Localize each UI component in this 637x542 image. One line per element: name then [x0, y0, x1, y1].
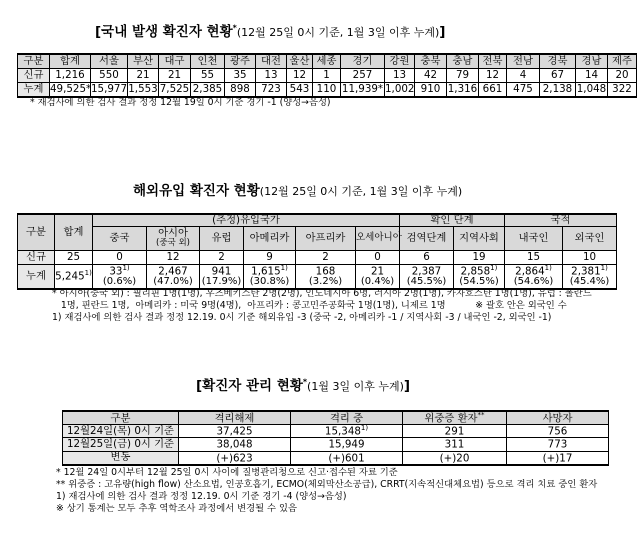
cumulative-percent: (47.0%) [153, 276, 193, 288]
domestic-value-cell: 12 [479, 69, 507, 83]
imported-header-europe: 유럽 [200, 226, 244, 250]
domestic-header-cell: 전북 [479, 54, 507, 69]
cumulative-count: 2,467 [158, 265, 188, 278]
imported-cumulative-cell [147, 264, 200, 289]
management-table [62, 410, 609, 466]
management-value-cell [291, 451, 403, 465]
header-label: 구분 [110, 412, 131, 425]
imported-new-value-cell: 0 [93, 250, 147, 264]
management-note-line: * 12월 24일 0시부터 12월 25일 0시 사이에 질병관리청으로 신고·접수된 자료 기준 [56, 467, 398, 478]
cumulative-count: 33 [109, 265, 123, 278]
value: 311 [444, 438, 465, 451]
imported-new-value-cell: 10 [563, 250, 617, 264]
cumulative-count: 2,381 [571, 265, 601, 278]
management-row-label: 12월25일(금) 0시 기준 [63, 438, 179, 451]
domestic-value-cell: 475 [507, 83, 540, 98]
domestic-value-cell: 7,525 [159, 83, 190, 96]
management-header-cell [179, 411, 291, 425]
imported-cumulative-cell [200, 264, 244, 289]
imported-cumulative-cell [505, 264, 563, 289]
management-notes [56, 467, 597, 515]
management-value-cell [507, 425, 609, 438]
domestic-header-cell: 합계 [50, 54, 91, 69]
header-label: 사망자 [542, 412, 573, 425]
management-header-cell [291, 411, 403, 425]
imported-cumulative-cell [356, 264, 400, 289]
domestic-value-cell: 910 [415, 83, 447, 98]
value: 15,348 [324, 425, 361, 438]
imported-notes [52, 288, 592, 324]
footnote-mark: 1) [280, 264, 288, 273]
imported-new-value-cell: 9 [244, 250, 296, 264]
imported-header-foreign: 외국인 [563, 226, 617, 250]
domestic-value-cell: 79 [447, 69, 479, 83]
cumulative-count: 21 [370, 265, 385, 278]
management-header-cell [63, 411, 179, 425]
management-value-cell [507, 451, 609, 465]
cumulative-count: 941 [211, 265, 232, 278]
imported-new-value-cell: 19 [454, 250, 505, 264]
header-label: 격리해제 [214, 412, 255, 425]
management-value-cell [179, 438, 291, 451]
imported-new-value-cell: 2 [200, 250, 244, 264]
imported-header-quarantine: 검역단계 [400, 226, 454, 250]
management-row [63, 451, 609, 465]
imported-cumulative-cell [244, 264, 296, 289]
domestic-value-cell: 13 [385, 69, 415, 83]
imported-cumulative-cell [454, 264, 505, 289]
domestic-value-cell: 1 [313, 69, 341, 83]
value: 38,048 [216, 438, 253, 451]
domestic-value-cell: 2,138 [540, 83, 576, 98]
cumulative-count: 2,858 [460, 265, 491, 278]
domestic-table [17, 53, 637, 98]
imported-note-line: 1) 재검사에 의한 검사 결과 정정 12.19. 0시 기준 해외유입 -3 (중국 -2, 아메리카 -1 / 지역사회 -3 / 내국인 -2, 외국인 -1) [52, 312, 552, 323]
domestic-value-cell: 1,553 [128, 83, 158, 96]
value: 773 [547, 438, 568, 451]
domestic-value-cell: 12 [287, 69, 313, 83]
domestic-value-cell: 1,048 [576, 83, 607, 96]
value: (+)17 [542, 452, 573, 465]
imported-header-korean: 내국인 [505, 226, 563, 250]
domestic-value-cell: 35 [225, 69, 256, 83]
domestic-value-cell: 110 [313, 83, 341, 98]
imported-header-group: 구분 [18, 214, 55, 250]
imported-header-oceania: 오세아니아 [356, 226, 400, 250]
imported-header-total: 합계 [55, 214, 93, 250]
imported-header-nationality: 국적 [505, 214, 617, 226]
footnote-mark: 1) [490, 264, 498, 273]
cumulative-percent: (54.5%) [459, 276, 499, 288]
management-value-cell [403, 438, 507, 451]
value: 37,425 [216, 425, 253, 438]
domestic-value-cell: 13 [256, 69, 287, 83]
management-value-cell [403, 451, 507, 465]
imported-header-estimated-country: (추정)유입국가 [93, 214, 400, 226]
imported-header-asia: 아시아 (중국 외) [147, 226, 200, 250]
domestic-value-cell: 723 [256, 83, 287, 98]
management-value-cell [291, 438, 403, 451]
cumulative-percent: (45.5%) [406, 276, 447, 288]
domestic-value-cell: 42 [415, 69, 447, 83]
cumulative-count: 168 [315, 265, 336, 278]
domestic-value-cell: 67 [540, 69, 576, 83]
domestic-value-cell: 4 [507, 69, 540, 83]
cumulative-percent: (0.4%) [360, 276, 395, 288]
management-value-cell [507, 438, 609, 451]
imported-header-america: 아메리카 [244, 226, 296, 250]
cumulative-percent: (54.6%) [513, 276, 554, 288]
domestic-value-cell: 257 [341, 69, 385, 83]
domestic-title: [국내 발생 확진자 현황*(12월 25일 0시 기준, 1월 3일 이후 누계)] [95, 23, 446, 40]
cumulative-count: 5,245 [55, 270, 85, 283]
imported-table [17, 213, 617, 290]
domestic-value-cell: 21 [159, 69, 191, 83]
cumulative-count: 1,615 [251, 265, 281, 278]
management-row [63, 438, 609, 451]
domestic-header-cell: 전남 [507, 54, 540, 69]
domestic-value-cell: 20 [608, 69, 637, 83]
domestic-cumulative-row [18, 83, 637, 98]
domestic-header-cell: 서울 [91, 54, 128, 69]
domestic-header-cell: 부산 [128, 54, 159, 69]
imported-new-value-cell: 0 [356, 250, 400, 264]
domestic-header-cell: 광주 [225, 54, 256, 69]
domestic-value-cell: 1,002 [385, 83, 415, 96]
value: 756 [547, 425, 568, 438]
management-note-line: 1) 재검사에 의한 검사 결과 정정 12.19. 0시 기준 경기 -4 (양성→음성) [56, 491, 347, 502]
domestic-header-row [18, 54, 637, 69]
imported-new-row [18, 250, 617, 264]
domestic-value-cell: 49,525* [50, 83, 92, 96]
management-header-cell [507, 411, 609, 425]
domestic-value-cell: 21 [128, 69, 159, 83]
imported-note-line: * 아시아(중국 외) : 필리핀 1명(1명), 우즈베키스탄 2명(2명), 인도네시아 6명, 러시아 2명(1명), 카자흐스탄 1명(1명), 유럽 : 폴란드 [52, 288, 592, 299]
cumulative-count: 2,864 [515, 265, 545, 278]
domestic-header-cell: 대구 [159, 54, 191, 69]
domestic-value-cell: 661 [479, 83, 507, 98]
domestic-header-cell: 세종 [313, 54, 341, 69]
domestic-header-cell: 구분 [18, 54, 50, 69]
domestic-value-cell: 11,939* [341, 83, 384, 96]
management-value-cell [403, 425, 507, 438]
domestic-header-cell: 강원 [385, 54, 415, 69]
domestic-note: * 재검사에 의한 검사 결과 정정 12월 19일 0시 기준 경기 -1 (양성→음성) [30, 97, 331, 108]
imported-header-china: 중국 [93, 226, 147, 250]
cumulative-percent: (30.8%) [249, 276, 290, 288]
domestic-value-cell: 2,385 [191, 83, 225, 98]
management-row-label: 변동 [63, 451, 179, 465]
imported-cumulative-cell [93, 264, 147, 289]
management-value-cell [179, 451, 291, 465]
management-row [63, 425, 609, 438]
imported-header-local: 지역사회 [454, 226, 505, 250]
management-row-label: 12월24일(목) 0시 기준 [63, 425, 179, 438]
cumulative-percent: (0.6%) [102, 276, 137, 288]
domestic-header-cell: 경북 [540, 54, 576, 69]
value: (+)623 [216, 452, 253, 465]
value: 291 [444, 425, 465, 438]
domestic-value-cell: 322 [608, 83, 637, 98]
imported-new-value-cell: 25 [55, 250, 93, 264]
domestic-value-cell: 14 [576, 69, 608, 83]
domestic-header-cell: 경남 [576, 54, 608, 69]
management-value-cell [291, 425, 403, 438]
header-label: 격리 중 [329, 412, 364, 425]
imported-cumulative-cell [563, 264, 617, 289]
domestic-new-row [18, 69, 637, 83]
imported-note-line: 1명, 핀란드 1명, 아메리카 : 미국 9명(4명), 아프리카 : 콩고민주공화국 1명(1명), 니제르 1명 ※ 괄호 안은 외국인 수 [52, 300, 567, 311]
domestic-value-cell: 15,977 [91, 83, 128, 96]
imported-header-confirmation-stage: 확인 단계 [400, 214, 505, 226]
cumulative-percent: (45.4%) [569, 276, 610, 288]
footnote-mark: ** [477, 411, 485, 419]
imported-new-value-cell: 2 [296, 250, 356, 264]
domestic-header-cell: 인천 [191, 54, 225, 69]
domestic-header-cell: 충북 [415, 54, 447, 69]
management-header-row [63, 411, 609, 425]
footnote-mark: 1) [84, 269, 92, 278]
domestic-value-cell: 55 [191, 69, 225, 83]
imported-new-label: 신규 [18, 250, 55, 264]
domestic-header-cell: 충남 [447, 54, 479, 69]
domestic-value-cell: 543 [287, 83, 313, 98]
imported-title: 해외유입 확진자 현황(12월 25일 0시 기준, 1월 3일 이후 누계) [133, 183, 463, 199]
imported-header-africa: 아프리카 [296, 226, 356, 250]
imported-cumulative-cell [400, 264, 454, 289]
value: (+)601 [328, 452, 365, 465]
imported-cumulative-row [18, 264, 617, 289]
imported-new-value-cell: 12 [147, 250, 200, 264]
imported-new-value-cell: 15 [505, 250, 563, 264]
imported-new-value-cell: 6 [400, 250, 454, 264]
footnote-mark: 1) [122, 264, 130, 273]
imported-cumulative-cell [55, 264, 93, 289]
cumulative-count: 2,387 [411, 265, 442, 278]
value: 15,949 [328, 438, 365, 451]
domestic-header-cell: 울산 [287, 54, 313, 69]
domestic-header-cell: 제주 [608, 54, 637, 69]
domestic-value-cell: 550 [91, 69, 128, 83]
footnote-mark: 1) [600, 264, 608, 273]
domestic-row-label: 누계 [18, 83, 50, 98]
domestic-value-cell: 898 [225, 83, 256, 98]
domestic-header-cell: 대전 [256, 54, 287, 69]
management-title: [확진자 관리 현황*(1월 3일 이후 누계)] [196, 377, 411, 394]
footnote-mark: 1) [544, 264, 552, 273]
cumulative-percent: (3.2%) [308, 276, 343, 288]
footnote-mark: 1) [360, 424, 369, 433]
imported-cumulative-cell [296, 264, 356, 289]
domestic-value-cell: 1,216 [50, 69, 91, 83]
cumulative-percent: (17.9%) [201, 276, 242, 288]
management-note-line: ※ 상기 통계는 모두 추후 역학조사 과정에서 변경될 수 있음 [56, 503, 297, 514]
management-note-line: ** 위중증 : 고유량(high flow) 산소요법, 인공호흡기, ECMO(체외막산소공급), CRRT(지속적신대체요법) 등으로 격리 치료 중인 환자 [56, 479, 598, 490]
management-value-cell [179, 425, 291, 438]
value: (+)20 [439, 452, 470, 465]
domestic-row-label: 신규 [18, 69, 50, 83]
domestic-header-cell: 경기 [341, 54, 385, 69]
header-label: 위중증 환자 [424, 412, 478, 425]
management-header-cell [403, 411, 507, 425]
domestic-value-cell: 1,316 [447, 83, 478, 96]
imported-cumulative-label: 누계 [18, 264, 55, 289]
